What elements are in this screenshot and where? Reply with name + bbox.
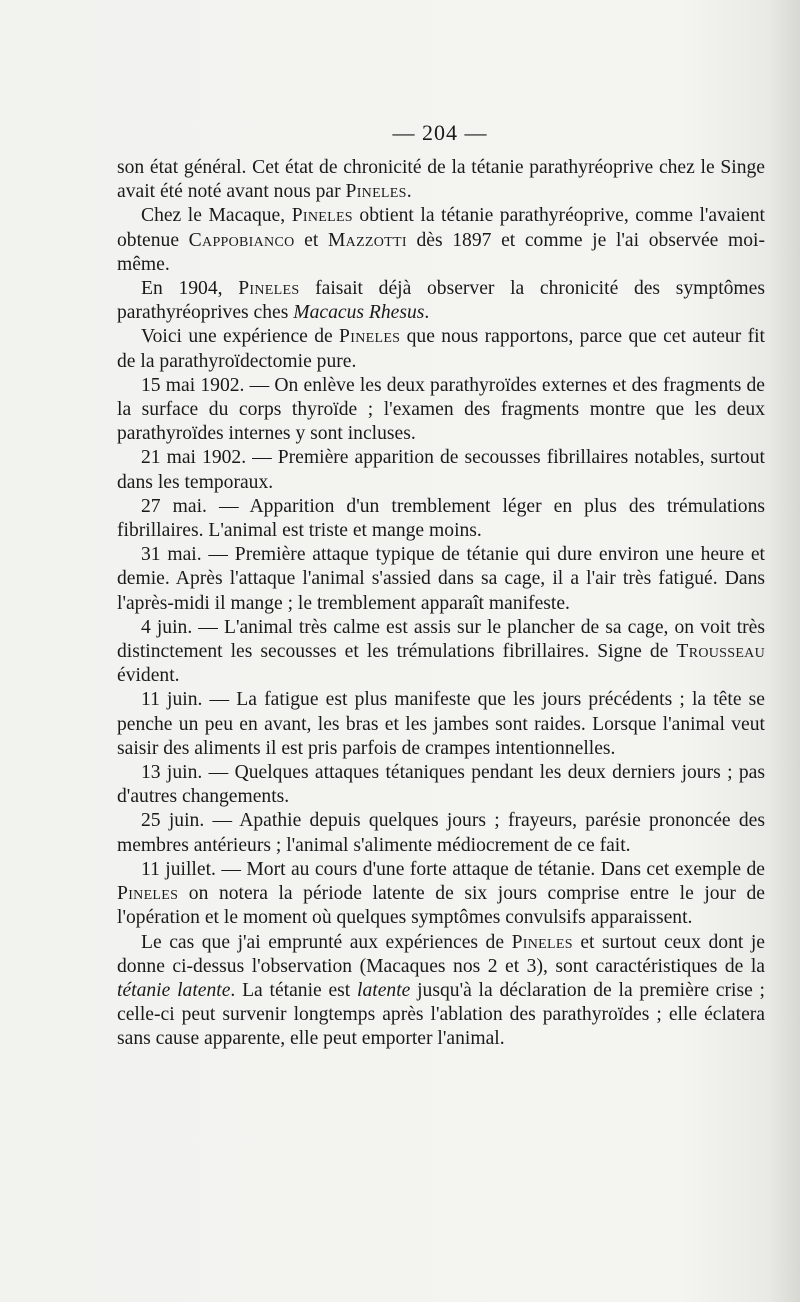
paragraph [117, 543, 765, 616]
text-run: . La tétanie est [230, 979, 358, 1001]
paragraph [117, 204, 765, 277]
text-run: jusqu'à la déclaration de la première crise ; celle-ci peut survenir longtemps après l'ablation des parathyroïdes ; elle éclatera sans cause apparente, elle peut emporter l'animal. [117, 979, 765, 1050]
paragraph [117, 616, 765, 689]
text-run: 11 juillet. — Mort au cours d'une forte attaque de tétanie. Dans cet exemple de [141, 858, 765, 880]
text-run: . [406, 181, 412, 203]
paragraph [117, 156, 765, 204]
author-name: Trousseau [676, 641, 765, 663]
italic-term: latente [357, 979, 411, 1001]
text-run: et [294, 229, 328, 251]
text-run: que nous rapportons, parce que cet auteur fit de la parathyroïdectomie pure. [117, 326, 765, 372]
text-run: et surtout ceux dont je donne ci-dessus l'observation (Macaques nos 2 et 3), sont caractéristiques de la [117, 931, 765, 977]
text-run: 4 juin. — L'animal très calme est assis sur le plancher de sa cage, on voit très distinctement les secousses et les trémulations fibrillaires. Signe de [117, 616, 765, 663]
text-run: on notera la période latente de six jours comprise entre le jour de l'opération et le moment où quelques symptômes convulsifs apparaissent. [117, 883, 765, 929]
author-name: Pineles [291, 205, 353, 227]
text-run: 31 mai. — Première attaque typique de tétanie qui dure environ une heure et demie. Après l'attaque l'animal s'assied dans sa cage, il a l'air très fatigué. Dans l'après-midi il mange ; le tremblement apparaît manifeste. [117, 544, 765, 614]
paragraph [117, 374, 765, 447]
paragraph [117, 446, 765, 494]
author-name: Mazzotti [327, 229, 407, 251]
paragraph [117, 277, 765, 325]
italic-term: Macacus Rhesus [293, 302, 425, 324]
text-run: 11 juin. — La fatigue est plus manifeste que les jours précédents ; la tête se penche un peu en avant, les bras et les jambes sont raides. Lorsque l'animal veut saisir des aliments il est pris parfois de crampes intentionnelles. [117, 689, 765, 759]
text-run: Voici une expérience de [141, 326, 340, 348]
author-name: Pineles [238, 278, 300, 300]
text-run: 21 mai 1902. — Première apparition de secousses fibrillaires notables, surtout dans les temporaux. [117, 447, 765, 493]
paragraph [117, 931, 765, 1052]
body-text [117, 156, 765, 1052]
text-run: 13 juin. — Quelques attaques tétaniques pendant les deux derniers jours ; pas d'autres changements. [117, 762, 765, 808]
text-run: Le cas que j'ai emprunté aux expériences de [141, 931, 512, 953]
text-run: dès 1897 et comme je l'ai observée moi-même. [117, 229, 765, 275]
paragraph [117, 761, 765, 809]
author-name: Pineles [511, 931, 573, 953]
text-run: 27 mai. — Apparition d'un tremblement léger en plus des trémulations fibrillaires. L'animal est triste et mange moins. [117, 495, 765, 542]
paragraph [117, 858, 765, 931]
author-name: Cappobianco [188, 229, 295, 251]
text-run: . [424, 302, 430, 324]
text-run: Chez le Macaque, [141, 205, 292, 227]
text-run: En 1904, [141, 278, 239, 300]
text-run: évident. [117, 665, 180, 687]
paragraph [117, 809, 765, 857]
paragraph [117, 495, 765, 543]
author-name: Pineles [345, 181, 407, 203]
text-run: 25 juin. — Apathie depuis quelques jours ; frayeurs, parésie prononcée des membres antérieurs ; l'animal s'alimente médiocrement de ce fait. [117, 810, 765, 856]
page-number: — 204 — [392, 120, 488, 145]
italic-term: tétanie latente [117, 979, 231, 1001]
text-run: obtient la tétanie parathyréoprive, comme l'avaient obtenue [117, 205, 765, 251]
author-name: Pineles [117, 883, 179, 905]
text-run: son état général. Cet état de chronicité de la tétanie parathyréoprive chez le Singe avait été noté avant nous par [117, 157, 765, 203]
text-run: faisait déjà observer la chronicité des symptômes parathyréoprives ches [117, 278, 765, 324]
text-run: 15 mai 1902. — On enlève les deux parathyroïdes externes et des fragments de la surface du corps thyroïde ; l'examen des fragments montre que les deux parathyroïdes internes y sont incluses. [117, 374, 765, 445]
paragraph [117, 688, 765, 761]
paragraph [117, 325, 765, 373]
author-name: Pineles [339, 326, 401, 348]
